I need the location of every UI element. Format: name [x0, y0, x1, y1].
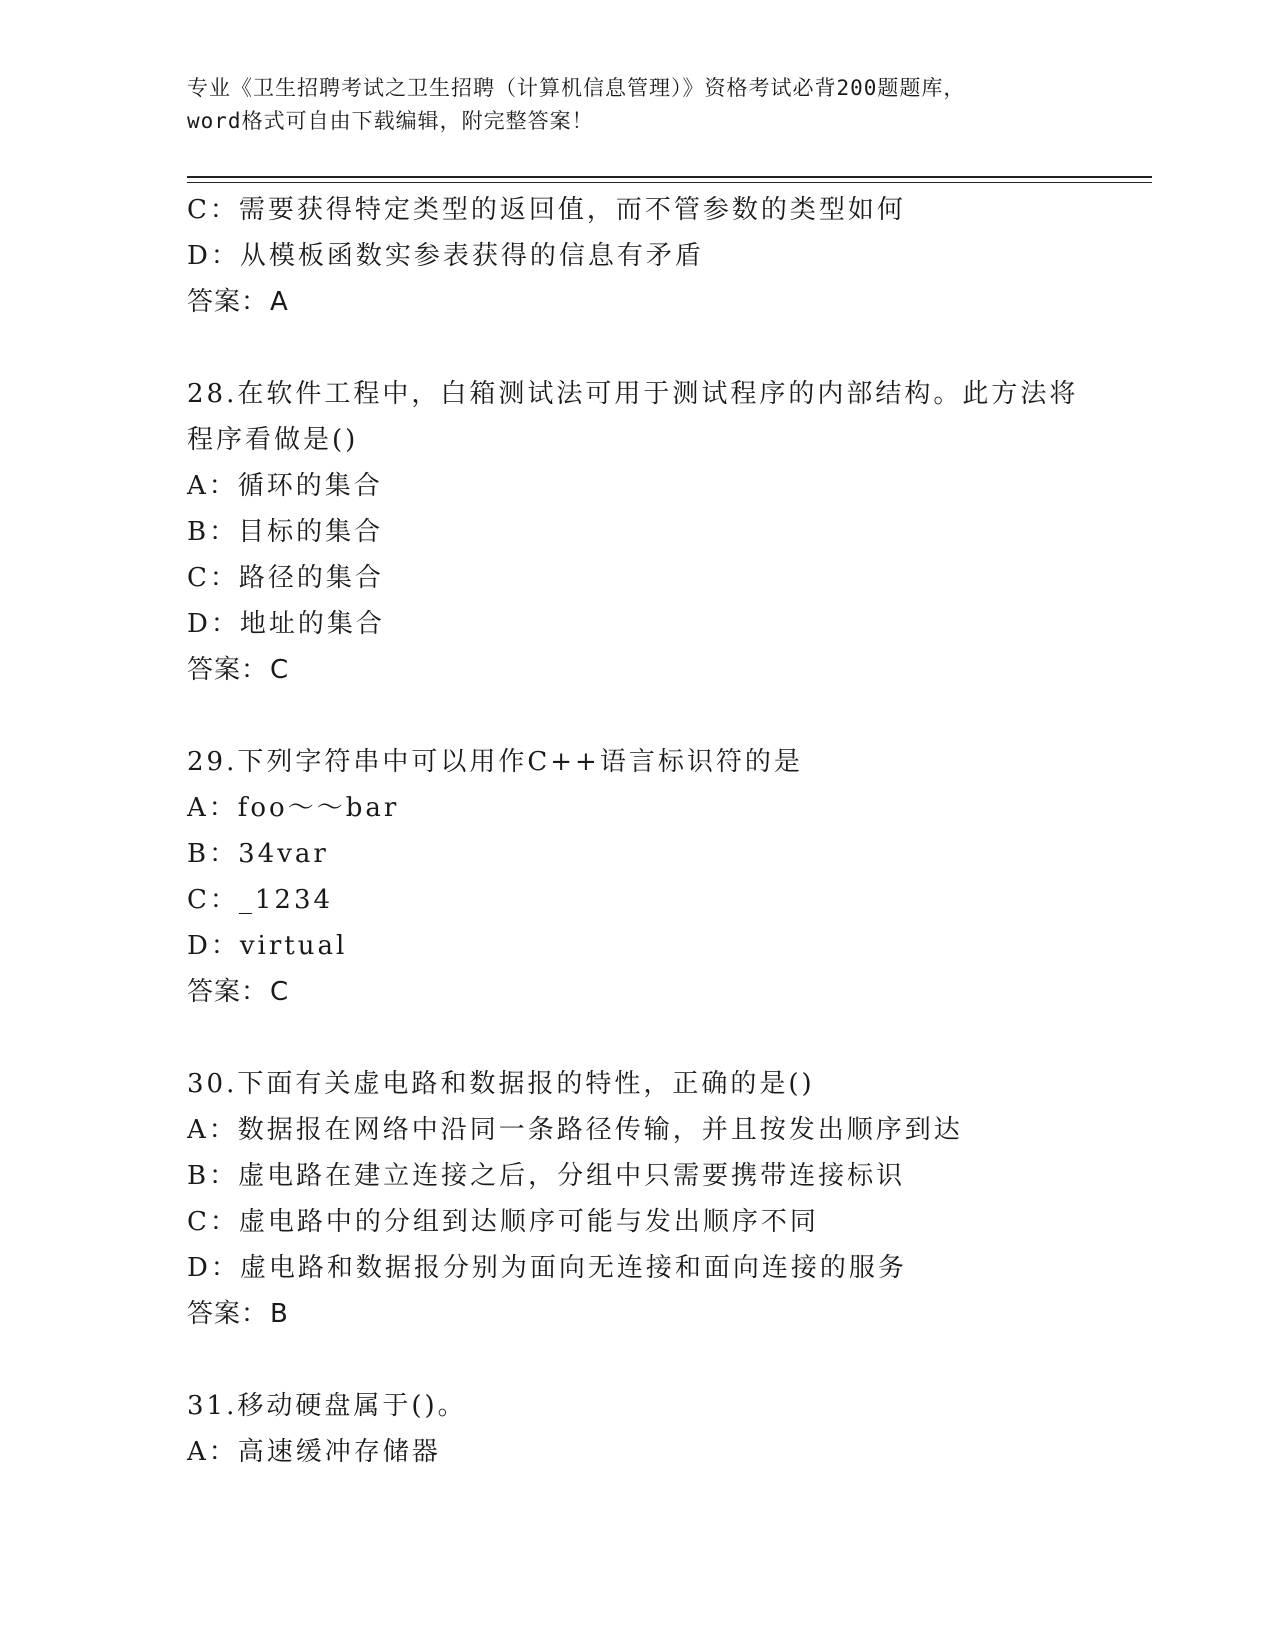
- answer-label: 答案：: [187, 655, 269, 685]
- question-30: [187, 1061, 1147, 1337]
- option-d: D：virtual: [187, 931, 348, 961]
- answer-line: [187, 969, 1147, 1015]
- answer-label: 答案：: [187, 977, 269, 1007]
- option-a: A：数据报在网络中沿同一条路径传输，并且按发出顺序到达: [187, 1115, 963, 1145]
- header-title-line-2: word格式可自由下载编辑，附完整答案！: [187, 109, 594, 133]
- question-29: [187, 739, 1147, 1015]
- answer-label: 答案：: [187, 1299, 269, 1329]
- option-c: C：虚电路中的分组到达顺序可能与发出顺序不同: [187, 1207, 819, 1237]
- question-text: 28.在软件工程中，白箱测试法可用于测试程序的内部结构。此方法将: [187, 379, 1079, 409]
- answer-label: 答案：: [187, 287, 269, 317]
- option-c: C：_1234: [187, 885, 334, 915]
- partial-question: [187, 187, 1147, 325]
- question-text: 29.下列字符串中可以用作C++语言标识符的是: [187, 747, 803, 777]
- answer-value: C: [270, 655, 290, 685]
- header-title-line-1: 专业《卫生招聘考试之卫生招聘（计算机信息管理）》资格考试必背200题题库，: [187, 76, 966, 100]
- option-b: B：目标的集合: [187, 517, 384, 547]
- option-a: A：高速缓冲存储器: [187, 1437, 441, 1467]
- option-b: B：虚电路在建立连接之后，分组中只需要携带连接标识: [187, 1161, 906, 1191]
- question-text: 30.下面有关虚电路和数据报的特性，正确的是(): [187, 1069, 815, 1099]
- document-header: [187, 72, 1087, 138]
- question-text-continued: 程序看做是(): [187, 425, 359, 455]
- header-divider-thick: [187, 176, 1152, 178]
- option-d: D：从模板函数实参表获得的信息有矛盾: [187, 241, 704, 271]
- answer-line: [187, 279, 1147, 325]
- question-28: [187, 371, 1147, 693]
- answer-line: [187, 647, 1147, 693]
- question-list: [187, 187, 1147, 1475]
- option-c: C：路径的集合: [187, 563, 384, 593]
- header-divider-thin: [187, 182, 1152, 183]
- option-d: D：虚电路和数据报分别为面向无连接和面向连接的服务: [187, 1253, 907, 1283]
- option-d: D：地址的集合: [187, 609, 385, 639]
- option-a: A：foo～～bar: [187, 793, 400, 823]
- option-b: B：34var: [187, 839, 329, 869]
- option-c: C：需要获得特定类型的返回值，而不管参数的类型如何: [187, 195, 906, 225]
- answer-value: A: [270, 287, 289, 317]
- answer-value: C: [270, 977, 290, 1007]
- option-a: A：循环的集合: [187, 471, 383, 501]
- answer-line: [187, 1291, 1147, 1337]
- question-31: [187, 1383, 1147, 1475]
- answer-value: B: [270, 1299, 289, 1329]
- question-text: 31.移动硬盘属于()。: [187, 1391, 467, 1421]
